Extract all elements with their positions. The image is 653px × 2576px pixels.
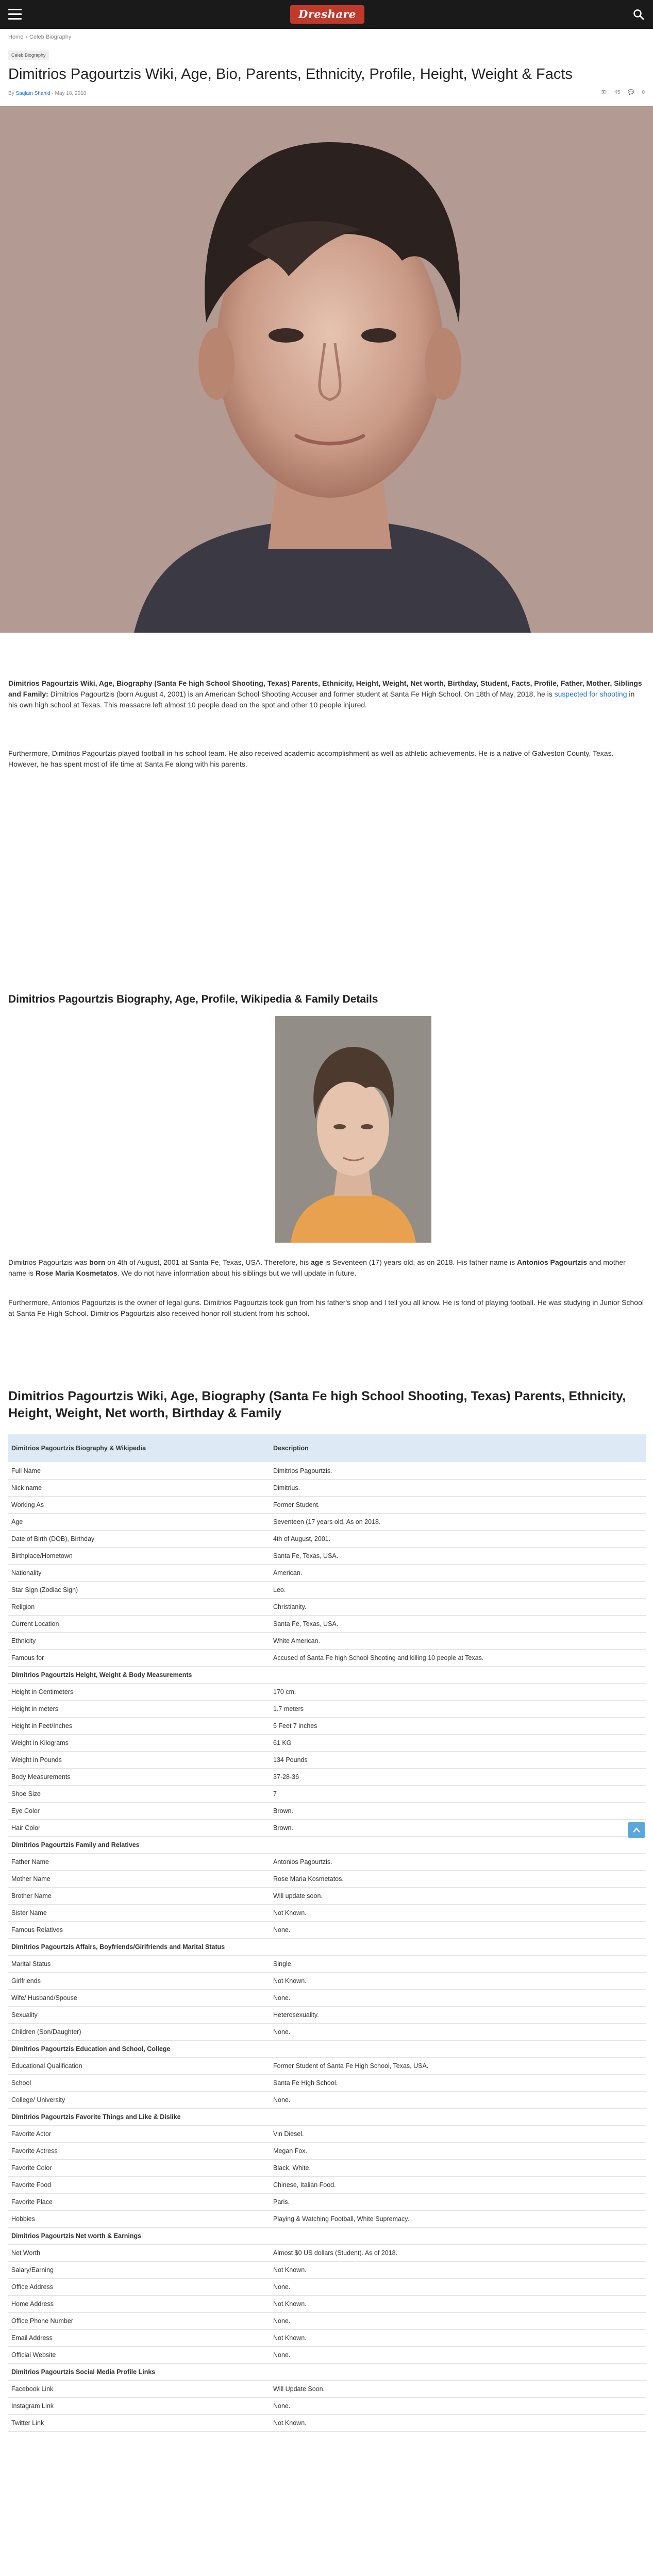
table-row [8, 1616, 646, 1633]
intro-lead-tail: in his own high school at Texas. This massacre left almost 10 people dead on the spot and other 10 people injured. [8, 690, 635, 709]
table-cell-label: Father Name [8, 1854, 270, 1871]
table-row [8, 2228, 646, 2245]
table-cell-label: Girlfriends [8, 1973, 270, 1990]
table-cell-label: Wife/ Husband/Spouse [8, 1990, 270, 2007]
table-cell-label: Email Address [8, 2330, 270, 2347]
table-cell-label: Dimitrios Pagourtzis Education and School, College [8, 2041, 270, 2058]
bio-table-col1-header: Dimitrios Pagourtzis Biography & Wikipedia [8, 1434, 270, 1463]
table-cell-label: Dimitrios Pagourtzis Family and Relatives [8, 1837, 270, 1854]
table-cell-value: None. [270, 1922, 646, 1939]
table-cell-value: Brown. [270, 1820, 646, 1837]
table-cell-label: Dimitrios Pagourtzis Net worth & Earnings [8, 2228, 270, 2245]
table-cell-label: Nick name [8, 1480, 270, 1497]
table-row [8, 2381, 646, 2398]
table-cell-label: Marital Status [8, 1956, 270, 1973]
table-cell-value: 1.7 meters [270, 1701, 646, 1718]
table-cell-label: Full Name [8, 1463, 270, 1480]
bio-born-bold: born [89, 1258, 106, 1266]
table-cell-value: 7 [270, 1786, 646, 1803]
table-row [8, 1582, 646, 1599]
table-row [8, 1786, 646, 1803]
table-section-heading: Dimitrios Pagourtzis Wiki, Age, Biography (Santa Fe high School Shooting, Texas) Parents, Ethnicity, Height, Weight, Net worth, Birthday & Family [8, 1389, 626, 1420]
mugshot-illustration [275, 1016, 431, 1243]
post-date: May 18, 2018 [55, 91, 87, 96]
table-cell-label: Famous Relatives [8, 1922, 270, 1939]
table-cell-label: Sister Name [8, 1905, 270, 1922]
table-cell-label: Nationality [8, 1565, 270, 1582]
table-row [8, 1599, 646, 1616]
table-cell-value: White American. [270, 1633, 646, 1650]
table-cell-value: Christianity. [270, 1599, 646, 1616]
table-row [8, 2364, 646, 2381]
table-cell-label: Office Phone Number [8, 2313, 270, 2330]
table-cell-label: Educational Qualification [8, 2058, 270, 2075]
table-row [8, 2075, 646, 2092]
table-cell-label: Religion [8, 1599, 270, 1616]
table-row [8, 1531, 646, 1548]
bio-table [8, 1434, 646, 2432]
table-cell-value: Not Known. [270, 1905, 646, 1922]
table-cell-label: Age [8, 1514, 270, 1531]
table-cell-label: Dimitrios Pagourtzis Height, Weight & Body Measurements [8, 1667, 270, 1684]
table-row [8, 1650, 646, 1667]
bio-para2-text: Furthermore, Antonios Pagourtzis is the owner of legal guns. Dimitrios Pagourtzis took gun from his father's shop and I tell you all know. He is fond of playing football. He was studying in Junior School at Santa Fe High School. Dimitrios Pagourtzis also received honor roll student from his school. [8, 1298, 644, 1317]
table-cell-label: Dimitrios Pagourtzis Social Media Profile Links [8, 2364, 270, 2381]
table-cell-label: Favorite Food [8, 2177, 270, 2194]
table-cell-value: 4th of August, 2001. [270, 1531, 646, 1548]
table-cell-label: Birthplace/Hometown [8, 1548, 270, 1565]
table-row [8, 1956, 646, 1973]
comments-count: 0 [642, 90, 645, 95]
table-cell-label: Net Worth [8, 2245, 270, 2262]
table-cell-value: Black, White. [270, 2160, 646, 2177]
comments-icon: 💬 [628, 90, 634, 95]
table-cell-value: Santa Fe, Texas, USA. [270, 1616, 646, 1633]
table-cell-value: None. [270, 2313, 646, 2330]
table-cell-value: 134 Pounds [270, 1752, 646, 1769]
bio-table-col2-header: Description [270, 1434, 646, 1463]
table-cell-value [270, 2041, 646, 2058]
table-cell-value: Former Student. [270, 1497, 646, 1514]
hamburger-menu-icon[interactable] [8, 9, 22, 20]
table-row [8, 1939, 646, 1956]
table-cell-value: Leo. [270, 1582, 646, 1599]
table-cell-label: Height in meters [8, 1701, 270, 1718]
table-cell-label: Brother Name [8, 1888, 270, 1905]
table-row [8, 2177, 646, 2194]
table-row [8, 2330, 646, 2347]
table-cell-label: Twitter Link [8, 2415, 270, 2432]
table-cell-label: Date of Birth (DOB), Birthday [8, 1531, 270, 1548]
table-cell-value: Santa Fe, Texas, USA. [270, 1548, 646, 1565]
table-cell-label: Shoe Size [8, 1786, 270, 1803]
table-cell-value: Not Known. [270, 1973, 646, 1990]
views-count: 45 [614, 90, 621, 95]
table-cell-value: 37-28-36 [270, 1769, 646, 1786]
table-cell-label: Weight in Pounds [8, 1752, 270, 1769]
table-cell-label: Salary/Earning [8, 2262, 270, 2279]
table-cell-value: Not Known. [270, 2330, 646, 2347]
table-cell-value: None. [270, 1990, 646, 2007]
table-row [8, 2279, 646, 2296]
table-row [8, 1718, 646, 1735]
table-row [8, 1837, 646, 1854]
bio-text-i: . We do not have information about his siblings but we will update in future. [117, 1269, 357, 1277]
table-cell-label: Facebook Link [8, 2381, 270, 2398]
table-cell-value: Antonios Pagourtzis. [270, 1854, 646, 1871]
table-row [8, 1803, 646, 1820]
table-row [8, 1497, 646, 1514]
table-row [8, 2262, 646, 2279]
table-cell-value: None. [270, 2347, 646, 2364]
table-cell-value: Single. [270, 1956, 646, 1973]
table-cell-label: Height in Feet/Inches [8, 1718, 270, 1735]
table-cell-label: Instagram Link [8, 2398, 270, 2415]
table-cell-value: Accused of Santa Fe high School Shooting and killing 10 people at Texas. [270, 1650, 646, 1667]
page-title: Dimitrios Pagourtzis Wiki, Age, Bio, Parents, Ethnicity, Profile, Height, Weight & Facts [8, 66, 573, 82]
table-cell-label: Ethnicity [8, 1633, 270, 1650]
table-row [8, 2024, 646, 2041]
table-row [8, 2398, 646, 2415]
table-cell-value: Will Update Soon. [270, 2381, 646, 2398]
table-row [8, 1514, 646, 1531]
views-icon: 👁 [600, 90, 607, 95]
table-cell-label: Body Measurements [8, 1769, 270, 1786]
table-cell-value: Santa Fe High School. [270, 2075, 646, 2092]
table-cell-label: Children (Son/Daughter) [8, 2024, 270, 2041]
table-cell-value [270, 2228, 646, 2245]
bio-mother-bold: Rose Maria Kosmetatos [35, 1269, 118, 1277]
table-cell-value: Brown. [270, 1803, 646, 1820]
table-cell-value [270, 2109, 646, 2126]
table-cell-value: None. [270, 2279, 646, 2296]
table-row [8, 2160, 646, 2177]
table-cell-value: American. [270, 1565, 646, 1582]
table-cell-label: Home Address [8, 2296, 270, 2313]
table-row [8, 2347, 646, 2364]
table-row [8, 2058, 646, 2075]
table-row [8, 1888, 646, 1905]
suspected-shooting-link[interactable]: suspected for shooting [554, 690, 627, 698]
table-cell-value: Vin Diesel. [270, 2126, 646, 2143]
table-cell-value: Dimitrios Pagourtzis. [270, 1463, 646, 1480]
bio-paragraph-2 [8, 1297, 645, 1319]
bio-age-bold: age [311, 1258, 324, 1266]
table-row [8, 1463, 646, 1480]
table-row [8, 1752, 646, 1769]
table-row [8, 1769, 646, 1786]
table-row [8, 2092, 646, 2109]
table-row [8, 2109, 646, 2126]
table-cell-value: Not Known. [270, 2415, 646, 2432]
table-cell-label: Eye Color [8, 1803, 270, 1820]
table-cell-value: 5 Feet 7 inches [270, 1718, 646, 1735]
bio-table-wrapper [8, 1434, 646, 2432]
table-cell-label: Current Location [8, 1616, 270, 1633]
table-cell-label: Office Address [8, 2279, 270, 2296]
table-cell-value: Almost $0 US dollars (Student). As of 2018. [270, 2245, 646, 2262]
table-row [8, 2211, 646, 2228]
table-cell-value: Dimitrius. [270, 1480, 646, 1497]
table-cell-label: Dimitrios Pagourtzis Affairs, Boyfriends/Girlfriends and Marital Status [8, 1939, 270, 1956]
breadcrumb-category[interactable]: Celeb Biography [29, 34, 72, 40]
table-row [8, 1854, 646, 1871]
table-cell-value: Not Known. [270, 2296, 646, 2313]
search-icon[interactable] [632, 8, 645, 21]
table-cell-value: Heterosexuality. [270, 2007, 646, 2024]
intro-paragraph-2 [8, 748, 645, 770]
mugshot-image [275, 1016, 431, 1243]
table-row [8, 1548, 646, 1565]
table-cell-label: Favorite Color [8, 2160, 270, 2177]
top-navbar [0, 0, 653, 29]
table-row [8, 1480, 646, 1497]
table-cell-value: 170 cm. [270, 1684, 646, 1701]
intro-lead-bold: Dimitrios Pagourtzis Wiki, Age, Biography (Santa Fe high School Shooting, Texas) Parents, Ethnicity, Height, Weight, Net worth, Birthday, Student, Facts, Profile, Father, Mother, Siblings and Family: [8, 679, 642, 698]
site-logo[interactable]: Dreshare [290, 5, 364, 24]
table-row [8, 2041, 646, 2058]
table-row [8, 2415, 646, 2432]
table-cell-value: Not Known. [270, 2262, 646, 2279]
table-cell-label: Famous for [8, 1650, 270, 1667]
table-cell-value: Playing & Watching Football, White Supremacy. [270, 2211, 646, 2228]
table-row [8, 1565, 646, 1582]
table-cell-value: Chinese, Italian Food. [270, 2177, 646, 2194]
bio-father-bold: Antonios Pagourtzis [517, 1258, 588, 1266]
table-cell-value [270, 1939, 646, 1956]
table-cell-value: Seventeen (17 years old, As on 2018. [270, 1514, 646, 1531]
table-cell-label: College/ University [8, 2092, 270, 2109]
table-cell-value: Paris. [270, 2194, 646, 2211]
intro-paragraph-1 [8, 678, 645, 710]
table-cell-value [270, 1837, 646, 1854]
table-cell-value: None. [270, 2024, 646, 2041]
table-cell-label: Working As [8, 1497, 270, 1514]
table-cell-value [270, 1667, 646, 1684]
table-cell-label: Hair Color [8, 1820, 270, 1837]
table-row [8, 2296, 646, 2313]
breadcrumb-home[interactable]: Home [8, 34, 24, 40]
intro-lead-text: Dimitrios Pagourtzis (born August 4, 2001) is an American School Shooting Accuser and former student at Santa Fe High School. On 18th of May, 2018, he is [48, 690, 555, 698]
table-cell-label: Hobbies [8, 2211, 270, 2228]
table-cell-label: Favorite Actor [8, 2126, 270, 2143]
table-row [8, 2007, 646, 2024]
table-row [8, 1871, 646, 1888]
post-stats [594, 90, 645, 95]
table-cell-label: Favorite Place [8, 2194, 270, 2211]
table-row [8, 1735, 646, 1752]
table-row [8, 1701, 646, 1718]
breadcrumb: Home › Celeb Biography [8, 34, 72, 40]
table-cell-label: Star Sign (Zodiac Sign) [8, 1582, 270, 1599]
table-row [8, 2126, 646, 2143]
table-cell-value: Rose Maria Kosmetatos. [270, 1871, 646, 1888]
chevron-up-icon [632, 1826, 641, 1834]
byline: By Saqlain Shahid - May 18, 2018 [8, 91, 87, 96]
bio-text-e: is Seventeen (17) years old, as on 2018. His father name is [323, 1258, 517, 1266]
byline-prefix: By [8, 91, 14, 96]
table-cell-label: Favorite Actress [8, 2143, 270, 2160]
bio-text-a: Dimitrios Pagourtzis was [8, 1258, 90, 1266]
table-row [8, 1990, 646, 2007]
bio-text-c: on 4th of August, 2001 at Santa Fe, Texas, USA. Therefore, his [105, 1258, 311, 1266]
author-link[interactable]: Saqlain Shahid [15, 91, 51, 96]
table-row [8, 1905, 646, 1922]
intro-para2-text: Furthermore, Dimitrios Pagourtzis played football in his school team. He also received academic accomplishment as well as athletic achievements. He is a native of Galveston County, Texas. However, he has spent most of life time at Santa Fe along with his parents. [8, 749, 614, 768]
scroll-top-button[interactable] [628, 1822, 645, 1838]
bio-paragraph-1 [8, 1257, 645, 1279]
bio-table-header-row [8, 1434, 646, 1463]
table-row [8, 2194, 646, 2211]
table-row [8, 1633, 646, 1650]
table-cell-label: Dimitrios Pagourtzis Favorite Things and Like & Dislike [8, 2109, 270, 2126]
hero-portrait-image [0, 106, 653, 633]
table-cell-label: Height in Centimeters [8, 1684, 270, 1701]
table-cell-label: School [8, 2075, 270, 2092]
table-cell-label: Weight in Kilograms [8, 1735, 270, 1752]
table-cell-value: Megan Fox. [270, 2143, 646, 2160]
bio-section-heading: Dimitrios Pagourtzis Biography, Age, Profile, Wikipedia & Family Details [8, 993, 378, 1005]
table-row [8, 1922, 646, 1939]
table-row [8, 1973, 646, 1990]
table-row [8, 1667, 646, 1684]
table-cell-value: Former Student of Santa Fe High School, Texas, USA. [270, 2058, 646, 2075]
table-cell-label: Mother Name [8, 1871, 270, 1888]
table-cell-value: None. [270, 2398, 646, 2415]
hero-portrait-illustration [0, 106, 653, 633]
table-cell-label: Sexuality [8, 2007, 270, 2024]
table-cell-value: Will update soon. [270, 1888, 646, 1905]
table-row [8, 1820, 646, 1837]
table-row [8, 2245, 646, 2262]
table-cell-value [270, 2364, 646, 2381]
table-cell-value: None. [270, 2092, 646, 2109]
bio-table-body [8, 1463, 646, 2432]
table-row [8, 2313, 646, 2330]
bio-text-g: and mother name is [8, 1258, 626, 1277]
category-tag[interactable]: Celeb Biography [8, 50, 49, 60]
table-cell-label: Official Website [8, 2347, 270, 2364]
table-cell-value: 61 KG [270, 1735, 646, 1752]
table-row [8, 2143, 646, 2160]
table-row [8, 1684, 646, 1701]
